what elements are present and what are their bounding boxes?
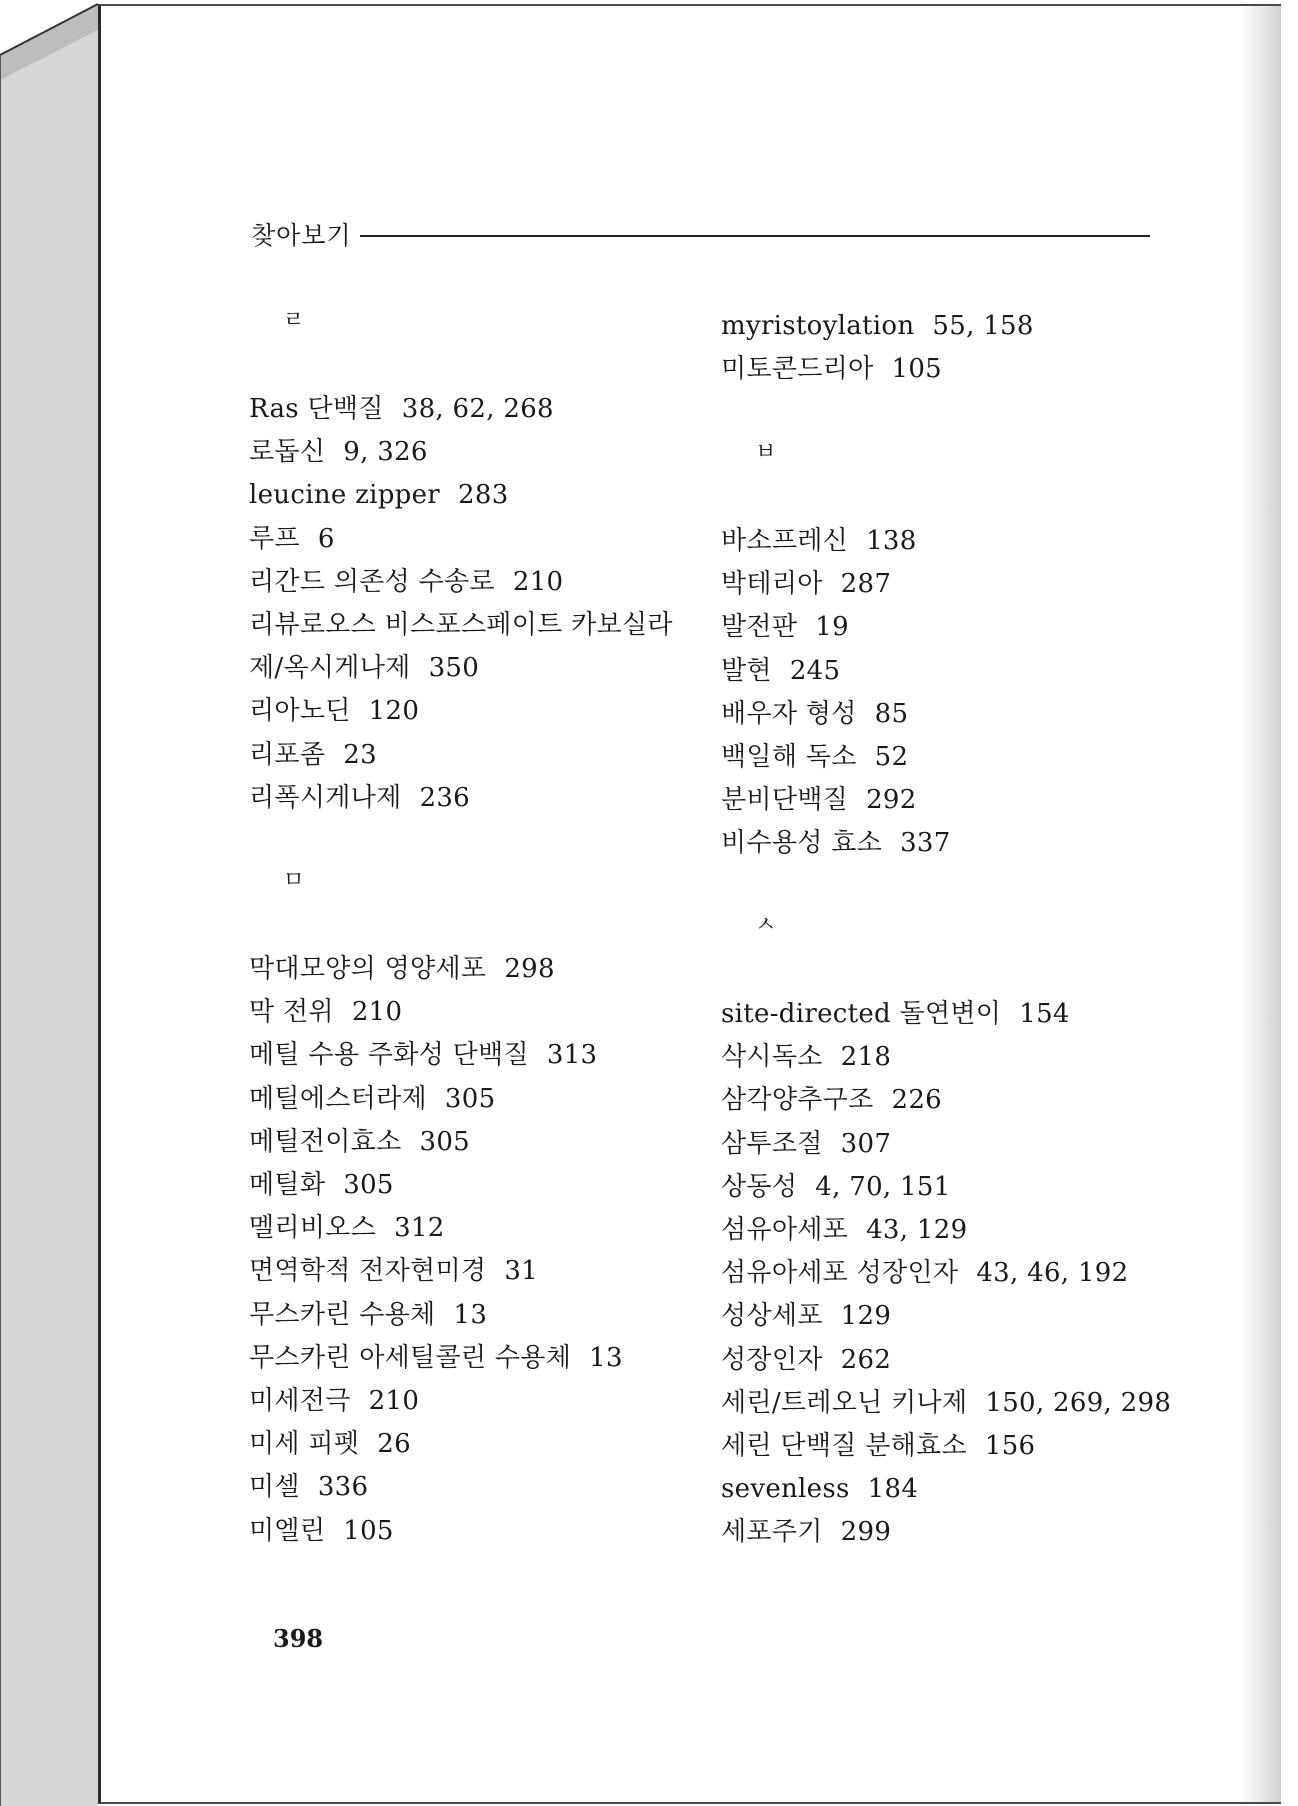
- index-term: 섬유아세포 성장인자: [721, 1258, 959, 1289]
- index-entry: [721, 1169, 951, 1205]
- index-page-numbers: 184: [867, 1474, 919, 1505]
- index-entry: [249, 564, 563, 600]
- page-header: [251, 216, 1251, 252]
- index-page-numbers: 305: [419, 1126, 471, 1157]
- index-entry: [249, 1167, 394, 1203]
- index-entry: [721, 996, 1070, 1032]
- index-term: 상동성: [721, 1171, 798, 1202]
- index-page-numbers: 23: [343, 739, 377, 770]
- index-page-numbers: 287: [840, 569, 892, 600]
- index-page-numbers: 236: [419, 782, 471, 813]
- index-term: 리뷰로오스 비스포스페이트 카보실라: [249, 610, 673, 640]
- index-entry: [721, 609, 849, 645]
- index-entry: [249, 1037, 597, 1073]
- index-page-numbers: 105: [343, 1515, 394, 1546]
- index-entry: [721, 1212, 967, 1248]
- index-term: 삼각양추구조: [721, 1085, 874, 1116]
- index-term: 멜리비오스: [249, 1213, 377, 1244]
- index-entry: [249, 434, 428, 470]
- index-term: 무스카린 수용체: [249, 1299, 436, 1330]
- index-term: 막대모양의 영양세포: [249, 954, 487, 984]
- index-entry: [249, 607, 691, 643]
- index-term: 면역학적 전자현미경: [249, 1256, 487, 1287]
- index-entry: [721, 825, 951, 861]
- index-term: leucine zipper: [249, 480, 441, 511]
- index-term: 미토콘드리아: [721, 354, 874, 385]
- index-term: 로돕신: [249, 437, 326, 468]
- section-letter: ㅁ: [283, 868, 305, 893]
- index-term: 발현: [721, 655, 772, 686]
- index-page-numbers: 9, 326: [343, 437, 428, 468]
- index-page-numbers: 218: [840, 1042, 892, 1073]
- index-page-numbers: 129: [840, 1301, 892, 1332]
- index-entry: [249, 1297, 487, 1333]
- index-entry: [249, 1469, 368, 1505]
- index-entry: [721, 308, 1034, 344]
- index-entry: [721, 1342, 891, 1378]
- section-letter: ㅂ: [755, 440, 777, 465]
- index-term: 미엘린: [249, 1515, 326, 1546]
- index-page-numbers: 312: [394, 1213, 445, 1244]
- index-page-numbers: 38, 62, 268: [401, 394, 554, 424]
- index-entry: [249, 1513, 394, 1549]
- index-page-numbers: 105: [891, 354, 943, 385]
- index-entry: [249, 1124, 470, 1160]
- index-term: 박테리아: [721, 569, 823, 600]
- index-entry: [721, 523, 917, 559]
- index-entry: [249, 951, 555, 987]
- index-page-numbers: 43, 46, 192: [976, 1258, 1129, 1289]
- index-page-numbers: 19: [815, 612, 849, 643]
- index-term: 분비단백질: [721, 785, 849, 816]
- index-entry: [249, 521, 335, 557]
- index-term: 리아노딘: [249, 696, 351, 727]
- index-entry: [721, 566, 891, 602]
- index-page-numbers: 13: [589, 1342, 623, 1373]
- index-term: 미셀: [249, 1472, 300, 1503]
- index-page-numbers: 292: [866, 785, 917, 816]
- index-term: 막 전위: [249, 997, 334, 1028]
- index-term: 세린 단백질 분해효소: [721, 1431, 967, 1461]
- index-term: 세린/트레오닌 키나제: [721, 1387, 968, 1418]
- index-entry: [721, 1428, 1035, 1464]
- page-number: 398: [273, 1624, 324, 1653]
- book-spine: [0, 0, 100, 1806]
- index-entry: [249, 693, 419, 729]
- index-term: 메틸전이효소: [249, 1126, 402, 1157]
- index-term: 삭시독소: [721, 1042, 823, 1073]
- index-term: 비수용성 효소: [721, 828, 883, 859]
- index-term: 리폭시게나제: [249, 782, 402, 813]
- index-term: 리포좀: [249, 739, 326, 770]
- index-page-numbers: 336: [317, 1472, 369, 1503]
- index-term: 바소프레신: [721, 526, 849, 556]
- index-entry: [249, 1383, 419, 1419]
- index-entry: [721, 1255, 1128, 1291]
- index-page-numbers: 120: [368, 696, 420, 727]
- index-term: 백일해 독소: [721, 742, 857, 772]
- index-entry: [721, 1082, 942, 1118]
- index-page-numbers: 210: [368, 1386, 420, 1416]
- index-entry: [721, 739, 908, 775]
- index-page-numbers: 31: [504, 1256, 538, 1287]
- index-entry: [249, 780, 470, 816]
- index-entry: [721, 696, 908, 732]
- index-entry: [249, 391, 554, 427]
- section-letter: ㅅ: [755, 913, 777, 938]
- index-page-numbers: 262: [840, 1344, 892, 1375]
- index-page-numbers: 43, 129: [866, 1215, 968, 1245]
- index-page-numbers: 6: [317, 523, 335, 554]
- index-page-numbers: 210: [351, 997, 403, 1028]
- index-page-numbers: 313: [546, 1040, 598, 1071]
- index-entry: [721, 782, 917, 818]
- index-term: 삼투조절: [721, 1128, 823, 1159]
- index-page-numbers: 305: [343, 1170, 394, 1200]
- index-page-numbers: 13: [453, 1299, 488, 1330]
- index-entry: [249, 1426, 411, 1462]
- index-term: 리간드 의존성 수송로: [249, 566, 495, 597]
- index-entry: [721, 1471, 918, 1507]
- index-entry: [721, 1385, 1171, 1421]
- index-term: 메틸화: [249, 1170, 326, 1200]
- index-entry: [721, 1298, 891, 1334]
- index-entry: [721, 1514, 891, 1550]
- header-rule: [360, 235, 1150, 237]
- index-page-numbers: 55, 158: [932, 311, 1034, 341]
- index-entry: [249, 1210, 445, 1246]
- index-term: myristoylation: [721, 311, 915, 341]
- index-entry: [249, 477, 509, 513]
- index-term: 미세 피펫: [249, 1429, 360, 1460]
- index-entry: [721, 1126, 891, 1162]
- index-term: 루프: [249, 523, 300, 554]
- index-term: site-directed 돌연변이: [721, 999, 1002, 1029]
- section-letter: ㄹ: [283, 308, 305, 333]
- index-entry: [249, 994, 402, 1030]
- index-entry: [721, 1039, 891, 1075]
- index-term: 성상세포: [721, 1301, 823, 1332]
- index-page-numbers: 85: [874, 698, 909, 729]
- index-entry: [249, 1340, 623, 1376]
- index-term: 발전판: [721, 612, 798, 643]
- index-page-numbers: 52: [874, 742, 909, 772]
- index-term: 세포주기: [721, 1517, 823, 1548]
- book-page: [98, 4, 1281, 1804]
- index-term: 미세전극: [249, 1386, 351, 1416]
- index-page-numbers: 26: [377, 1429, 411, 1460]
- index-entry: [721, 351, 942, 387]
- index-entry: [721, 653, 840, 689]
- index-page-numbers: 210: [512, 566, 564, 597]
- index-page-numbers: 299: [840, 1517, 892, 1548]
- index-page-numbers: 245: [789, 655, 841, 686]
- index-entry: [249, 1253, 538, 1289]
- index-page-numbers: 4, 70, 151: [815, 1171, 951, 1202]
- index-entry: [249, 1081, 495, 1117]
- index-entry: [249, 650, 479, 686]
- index-page-numbers: 150, 269, 298: [985, 1387, 1172, 1418]
- index-term: 섬유아세포: [721, 1215, 849, 1245]
- index-page-numbers: 226: [891, 1085, 943, 1116]
- index-page-numbers: 138: [866, 526, 917, 556]
- index-term: sevenless: [721, 1474, 850, 1505]
- index-page-numbers: 350: [428, 653, 480, 684]
- index-term: 무스카린 아세틸콜린 수용체: [249, 1342, 572, 1373]
- index-page-numbers: 307: [840, 1128, 892, 1159]
- index-content: [101, 6, 1281, 1802]
- index-term: 배우자 형성: [721, 698, 857, 729]
- index-page-numbers: 156: [984, 1431, 1036, 1461]
- page-title: 찾아보기: [251, 221, 352, 250]
- index-entry: [249, 737, 377, 773]
- index-page-numbers: 305: [444, 1083, 496, 1114]
- index-term: 제/옥시게나제: [249, 653, 411, 684]
- index-term: 메틸 수용 주화성 단백질: [249, 1040, 529, 1071]
- index-term: Ras 단백질: [249, 394, 384, 424]
- index-page-numbers: 298: [504, 954, 555, 984]
- index-page-numbers: 337: [900, 828, 951, 859]
- index-term: 성장인자: [721, 1344, 823, 1375]
- index-term: 메틸에스터라제: [249, 1083, 427, 1114]
- index-page-numbers: 283: [458, 480, 509, 511]
- index-page-numbers: 154: [1019, 999, 1070, 1029]
